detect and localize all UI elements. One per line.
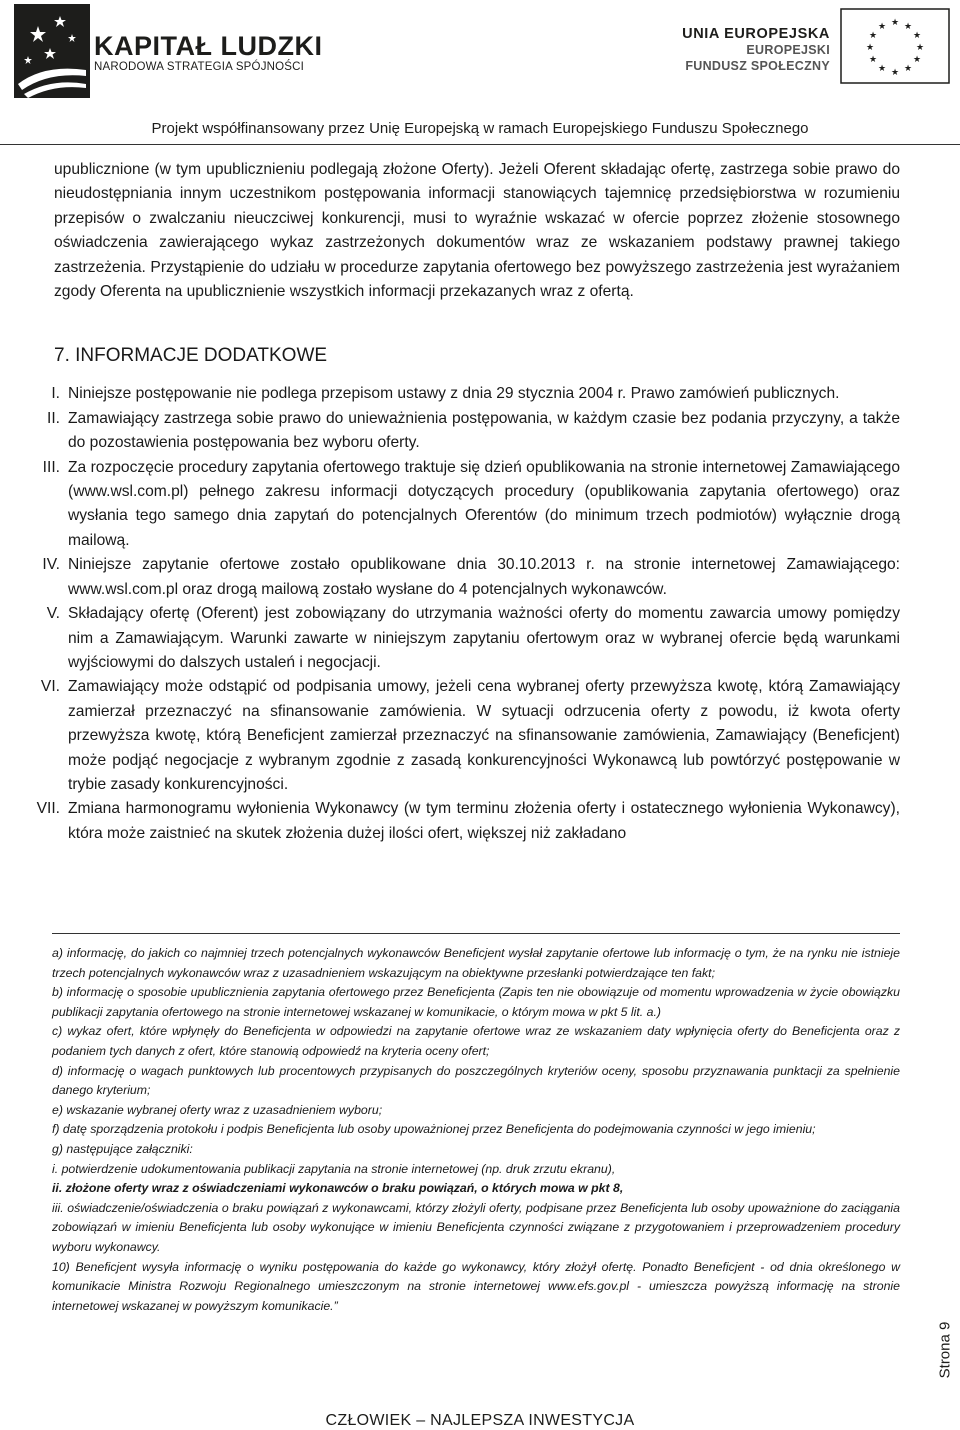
list-item-number: VI.	[40, 678, 60, 696]
eu-label-line1: UNIA EUROPEJSKA	[682, 26, 830, 42]
list-item	[46, 602, 900, 675]
list-item-text: Niniejsze postępowanie nie podlega przepisom ustawy z dnia 29 stycznia 2004 r. Prawo zamówień publicznych.	[68, 385, 840, 403]
list-item	[36, 797, 900, 846]
footnote-divider	[52, 933, 900, 934]
svg-text:★: ★	[877, 64, 887, 74]
page-number	[930, 1300, 960, 1400]
page-number-label: Strona 9	[936, 1321, 954, 1379]
svg-text:★: ★	[903, 22, 913, 32]
intro-paragraph: upublicznione (w tym upublicznieniu podlegają złożone Oferty). Jeżeli Oferent składając ofertę, zastrzega sobie prawo do nieudostępniania innym uczestnikom postępowania informacji stanowiących tajemnicę przedsiębiorstwa w rozumieniu przepisów o zwalczaniu nieuczciwej konkurencji, musi to wyraźnie wskazać w ofercie poprzez złożenie stosownego oświadczenia zawierającego wykaz zastrzeżonych dokumentów wraz ze wskazaniem podstawy prawnej takiego zastrzeżenia. Przystąpienie do udziału w procedurze zapytania ofertowego bez powyższego zastrzeżenia jest wyrażaniem zgody Oferenta na upublicznienie wszystkich informacji przekazanych wraz z ofertą.	[54, 161, 900, 301]
svg-text:★: ★	[912, 55, 922, 65]
svg-text:★: ★	[903, 64, 913, 74]
footnote-g-ii: ii. złożone oferty wraz z oświadczeniami wykonawców o braku powiązań, o których mowa w pkt 8,	[52, 1181, 624, 1196]
main-content	[36, 158, 900, 846]
list-item-text: Zmiana harmonogramu wyłonienia Wykonawcy (w tym terminu złożenia oferty i ostatecznego wyłonienia Wykonawcy), która może zaistnieć na skutek złożenia dużej ilości ofert, większej niż zakładano	[68, 800, 900, 842]
project-cofinancing-line: Projekt współfinansowany przez Unię Europejską w ramach Europejskiego Funduszu Społecznego	[151, 120, 809, 137]
svg-text:★: ★	[868, 55, 878, 65]
svg-text:★: ★	[865, 43, 875, 53]
footnote-f: f) datę sporządzenia protokołu i podpis Beneficjenta lub osoby upoważnionej przez Beneficjenta do podejmowania czynności w jego imieniu;	[52, 1122, 816, 1137]
footnote-b: b) informację o sposobie upublicznienia zapytania ofertowego przez Beneficjenta (Zapis ten nie obowiązuje od momentu wprowadzenia w życie obowiązku publikacji zapytania ofertowego na stronie internetowej wskazanej w komunikacie, o którym mowa w pkt 5 lit. a.)	[52, 985, 900, 1019]
footnote-10: 10) Beneficjent wysyła informację o wyniku postępowania do każde go wykonawcy, który złożył ofertę. Ponadto Beneficjent - od dnia określonego w komunikacie Ministra Rozwoju Regionalnego umieszczonym na stronie internetowej www.efs.gov.pl - umieszcza powyższą informację na stronie internetowej wskazanej w powyższym komunikacie.”	[52, 1259, 900, 1313]
page-header	[0, 0, 960, 145]
list-item-number: III.	[42, 458, 60, 476]
logo-subtitle: NARODOWA STRATEGIA SPÓJNOŚCI	[94, 61, 305, 73]
list-item-number: II.	[47, 409, 60, 427]
list-item-text: Składający ofertę (Oferent) jest zobowiązany do utrzymania ważności oferty do momentu zawarcia umowy pomiędzy nim a Zamawiającym. Warunki zawarte w niniejszym zapytaniu ofertowym oraz w wybranej ofercie będą warunkami wyjściowymi do dalszych ustaleń i negocjacji.	[68, 605, 900, 671]
eu-label	[682, 26, 830, 74]
list-item-text: Za rozpoczęcie procedury zapytania ofertowego traktuje się dzień opublikowania na stronie internetowej Zamawiającego (www.wsl.com.pl) pełnego zakresu informacji dotyczących procedury (opublikowania zapytania ofertowego) oraz wysłania tego samego dnia zapytań do potencjalnych Oferentów (do minimum trzech podmiotów) wyłącznie drogą mailową.	[68, 458, 900, 549]
list-item	[47, 407, 900, 456]
svg-text:★: ★	[915, 43, 925, 53]
list-item-number: IV.	[42, 556, 60, 574]
list-item	[42, 456, 900, 554]
eu-label-line3: FUNDUSZ SPOŁECZNY	[685, 59, 830, 73]
list-item	[42, 553, 900, 602]
footnote-e: e) wskazanie wybranej oferty wraz z uzasadnieniem wyboru;	[52, 1102, 383, 1117]
list-item	[51, 382, 900, 406]
eu-label-line2: EUROPEJSKI	[746, 43, 830, 57]
list-item-number: V.	[46, 605, 60, 623]
svg-text:★: ★	[868, 31, 878, 41]
svg-text:★: ★	[890, 68, 900, 78]
section-title: 7. INFORMACJE DODATKOWE	[54, 345, 328, 367]
footnotes	[52, 944, 900, 1316]
list-item-text: Zamawiający może odstąpić od podpisania umowy, jeżeli cena wybranej oferty przewyższa kwotę, którą Zamawiający zamierzał przeznaczyć na sfinansowanie zamówienia. W sytuacji odrzucenia oferty z powodu, iż kwota oferty przewyższa kwotę, którą Beneficjent zamierzał przeznaczyć na sfinansowanie zamówienia, Zamawiający (Beneficjent) może podjąć negocjacje z wybranym zgodnie z zasadą konkurencyjności Wykonawcą lub powtórzyć postępowanie w trybie zasady konkurencyjności.	[68, 678, 900, 793]
svg-text:★: ★	[890, 18, 900, 28]
list-item-number: VII.	[36, 800, 60, 818]
footnote-g-i: i. potwierdzenie udokumentowania publikacji zapytania na stronie internetowej (np. druk zrzutu ekranu),	[52, 1161, 616, 1176]
additional-info-list	[36, 382, 900, 846]
list-item-text: Zamawiający zastrzega sobie prawo do unieważnienia postępowania, w każdym czasie bez podania przyczyny, a także do pozostawienia postępowania bez wyboru oferty.	[68, 409, 900, 452]
header-divider	[0, 144, 960, 145]
footnote-a: a) informację, do jakich co najmniej trzech potencjalnych wykonawców Beneficjent wysłał zapytanie ofertowe lub informację o tym, że na rynku nie istnieje trzech potencjalnych wykonawców wraz z uzasadnieniem wskazującym na obiektywne przesłanki potwierdzające ten fakt;	[52, 946, 900, 980]
kapital-ludzki-logo	[14, 4, 90, 98]
list-item	[40, 675, 900, 797]
svg-text:★: ★	[877, 22, 887, 32]
footnote-c: c) wykaz ofert, które wpłynęły do Beneficjenta w odpowiedzi na zapytanie ofertowe wraz ze wskazaniem daty wpłynięcia oferty do Beneficjenta oraz z podaniem tych danych z ofert, które stanowią odpowiedź na kryteria oceny ofert;	[52, 1024, 900, 1058]
footnote-d: d) informację o wagach punktowych lub procentowych przypisanych do poszczególnych kryteriów oceny, sposobu przyznawania punktacji za spełnienie danego kryterium;	[52, 1063, 900, 1098]
svg-text:★: ★	[912, 31, 922, 41]
kapital-ludzki-wordmark	[94, 32, 322, 73]
list-item-text: Niniejsze zapytanie ofertowe zostało opublikowane dnia 30.10.2013 r. na stronie internetowej Zamawiającego: www.wsl.com.pl oraz drogą mailową zostało wysłane do 4 potencjalnych wykonawców.	[68, 556, 900, 598]
footnote-g-iii: iii. oświadczenie/oświadczenia o braku powiązań z wykonawcami, którzy złożyli oferty, podpisane przez Beneficjenta lub osoby upoważnione do zaciągania zobowiązań w imieniu Beneficjenta lub osoby wykonujące w imieniu Beneficjenta czynności związane z przygotowaniem i przeprowadzeniem procedury wyboru wykonawcy.	[52, 1200, 900, 1254]
logo-title: KAPITAŁ LUDZKI	[94, 31, 323, 61]
footnote-g: g) następujące załączniki:	[52, 1141, 193, 1156]
eu-flag-icon	[840, 8, 950, 84]
footer-slogan: CZŁOWIEK – NAJLEPSZA INWESTYCJA	[325, 1412, 635, 1429]
list-item-number: I.	[51, 385, 60, 403]
